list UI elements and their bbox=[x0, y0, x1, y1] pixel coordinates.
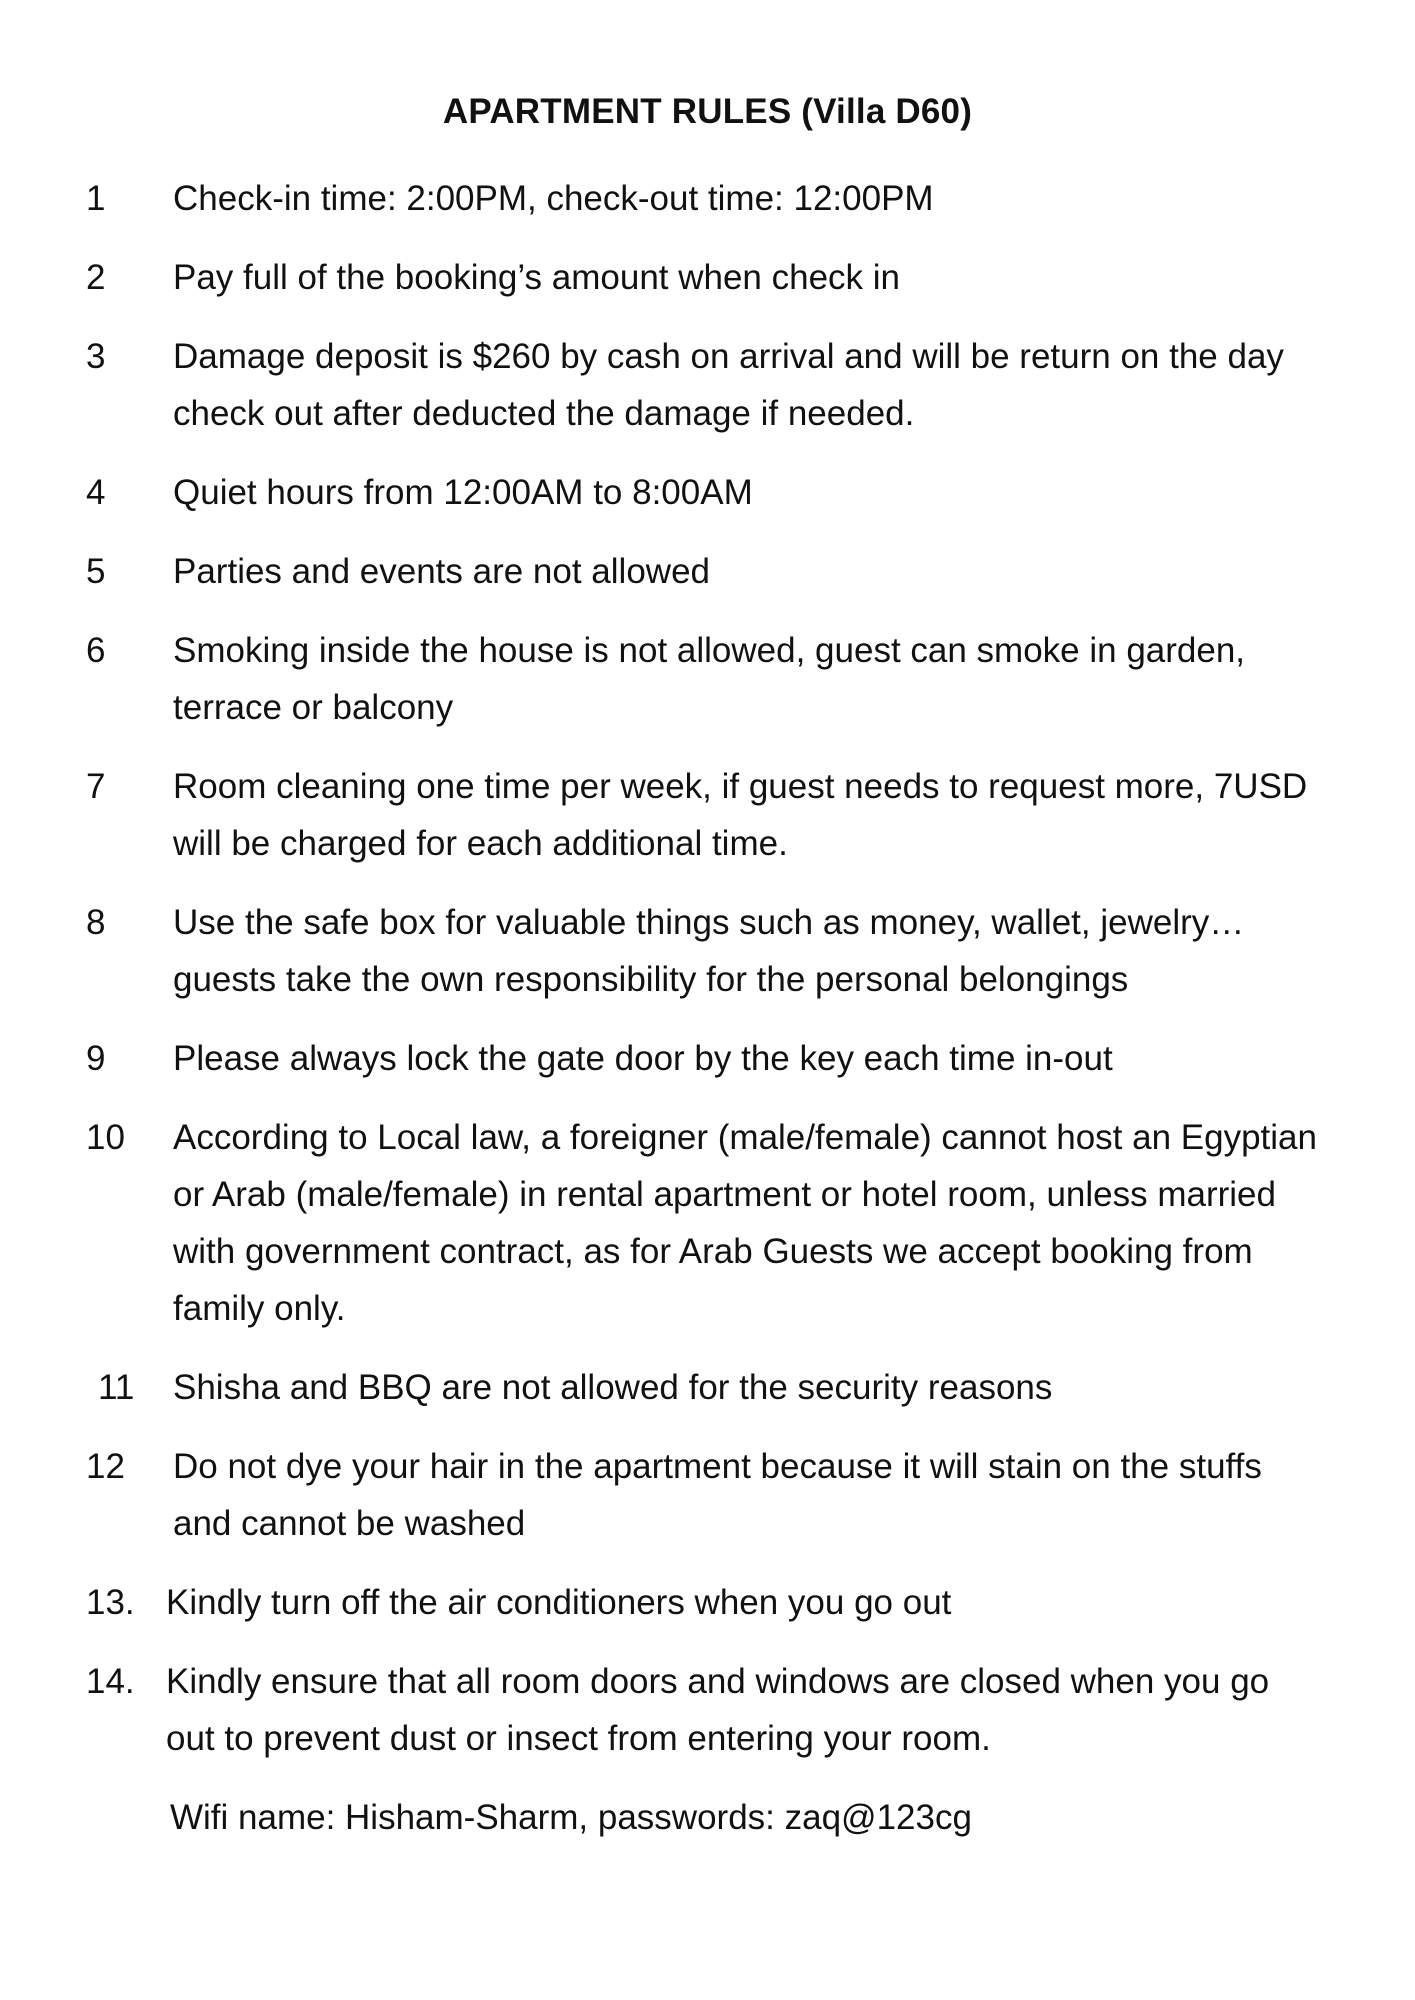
rule-number: 11 bbox=[98, 1368, 135, 1407]
rule-number: 5 bbox=[86, 552, 106, 591]
rule-text: Room cleaning one time per week, if guest needs to request more, 7USD will be charged for each additional time. bbox=[173, 767, 1308, 863]
rule-text: Pay full of the booking’s amount when check in bbox=[173, 258, 901, 297]
rule-text: Do not dye your hair in the apartment because it will stain on the stuffs and cannot be washed bbox=[173, 1447, 1262, 1543]
rule-number: 7 bbox=[86, 767, 106, 806]
rule-item bbox=[0, 1109, 1415, 1337]
rule-text: Damage deposit is $260 by cash on arrival and will be return on the day check out after deducted the damage if needed. bbox=[173, 337, 1284, 433]
rule-item bbox=[0, 622, 1415, 736]
rule-number: 9 bbox=[86, 1039, 106, 1078]
rule-text: Kindly turn off the air conditioners when you go out bbox=[166, 1583, 952, 1622]
rule-number: 12 bbox=[86, 1447, 125, 1486]
rule-number: 3 bbox=[86, 337, 106, 376]
rule-number: 14. bbox=[86, 1662, 135, 1701]
rule-item bbox=[0, 894, 1415, 1008]
rule-item bbox=[0, 1030, 1415, 1087]
rules-list bbox=[0, 170, 1415, 1846]
rule-number: 6 bbox=[86, 631, 106, 670]
rule-item bbox=[0, 1653, 1415, 1767]
rule-number: 4 bbox=[86, 473, 106, 512]
rule-item bbox=[0, 170, 1415, 227]
rule-item bbox=[0, 1574, 1415, 1631]
page-title: APARTMENT RULES (Villa D60) bbox=[442, 92, 973, 131]
rule-item bbox=[0, 543, 1415, 600]
rule-text: Use the safe box for valuable things such as money, wallet, jewelry… guests take the own responsibility for the personal belongings bbox=[173, 903, 1245, 999]
rule-number: 10 bbox=[86, 1118, 125, 1157]
rule-text: According to Local law, a foreigner (male/female) cannot host an Egyptian or Arab (male/female) in rental apartment or hotel room, unless married with government contract, as for Arab Guests we accept booking from family only. bbox=[173, 1118, 1317, 1328]
rule-text: Parties and events are not allowed bbox=[173, 552, 710, 591]
rule-text: Quiet hours from 12:00AM to 8:00AM bbox=[173, 473, 753, 512]
rule-number: 13. bbox=[86, 1583, 135, 1622]
rule-number: 8 bbox=[86, 903, 106, 942]
rule-item bbox=[0, 249, 1415, 306]
rule-item bbox=[0, 1438, 1415, 1552]
rule-text: Shisha and BBQ are not allowed for the security reasons bbox=[173, 1368, 1053, 1407]
rule-text: Check-in time: 2:00PM, check-out time: 12:00PM bbox=[173, 179, 934, 218]
rule-item bbox=[0, 328, 1415, 442]
rule-text: Kindly ensure that all room doors and windows are closed when you go out to prevent dust or insect from entering your room. bbox=[166, 1662, 1270, 1758]
rule-item bbox=[0, 1359, 1415, 1416]
rule-text: Please always lock the gate door by the key each time in-out bbox=[173, 1039, 1113, 1078]
rule-number: 2 bbox=[86, 258, 106, 297]
rule-item bbox=[0, 758, 1415, 872]
rule-text: Smoking inside the house is not allowed, guest can smoke in garden, terrace or balcony bbox=[173, 631, 1246, 727]
rule-number: 1 bbox=[86, 179, 106, 218]
rule-item bbox=[0, 464, 1415, 521]
wifi-info: Wifi name: Hisham-Sharm, passwords: zaq@123cg bbox=[170, 1798, 972, 1837]
